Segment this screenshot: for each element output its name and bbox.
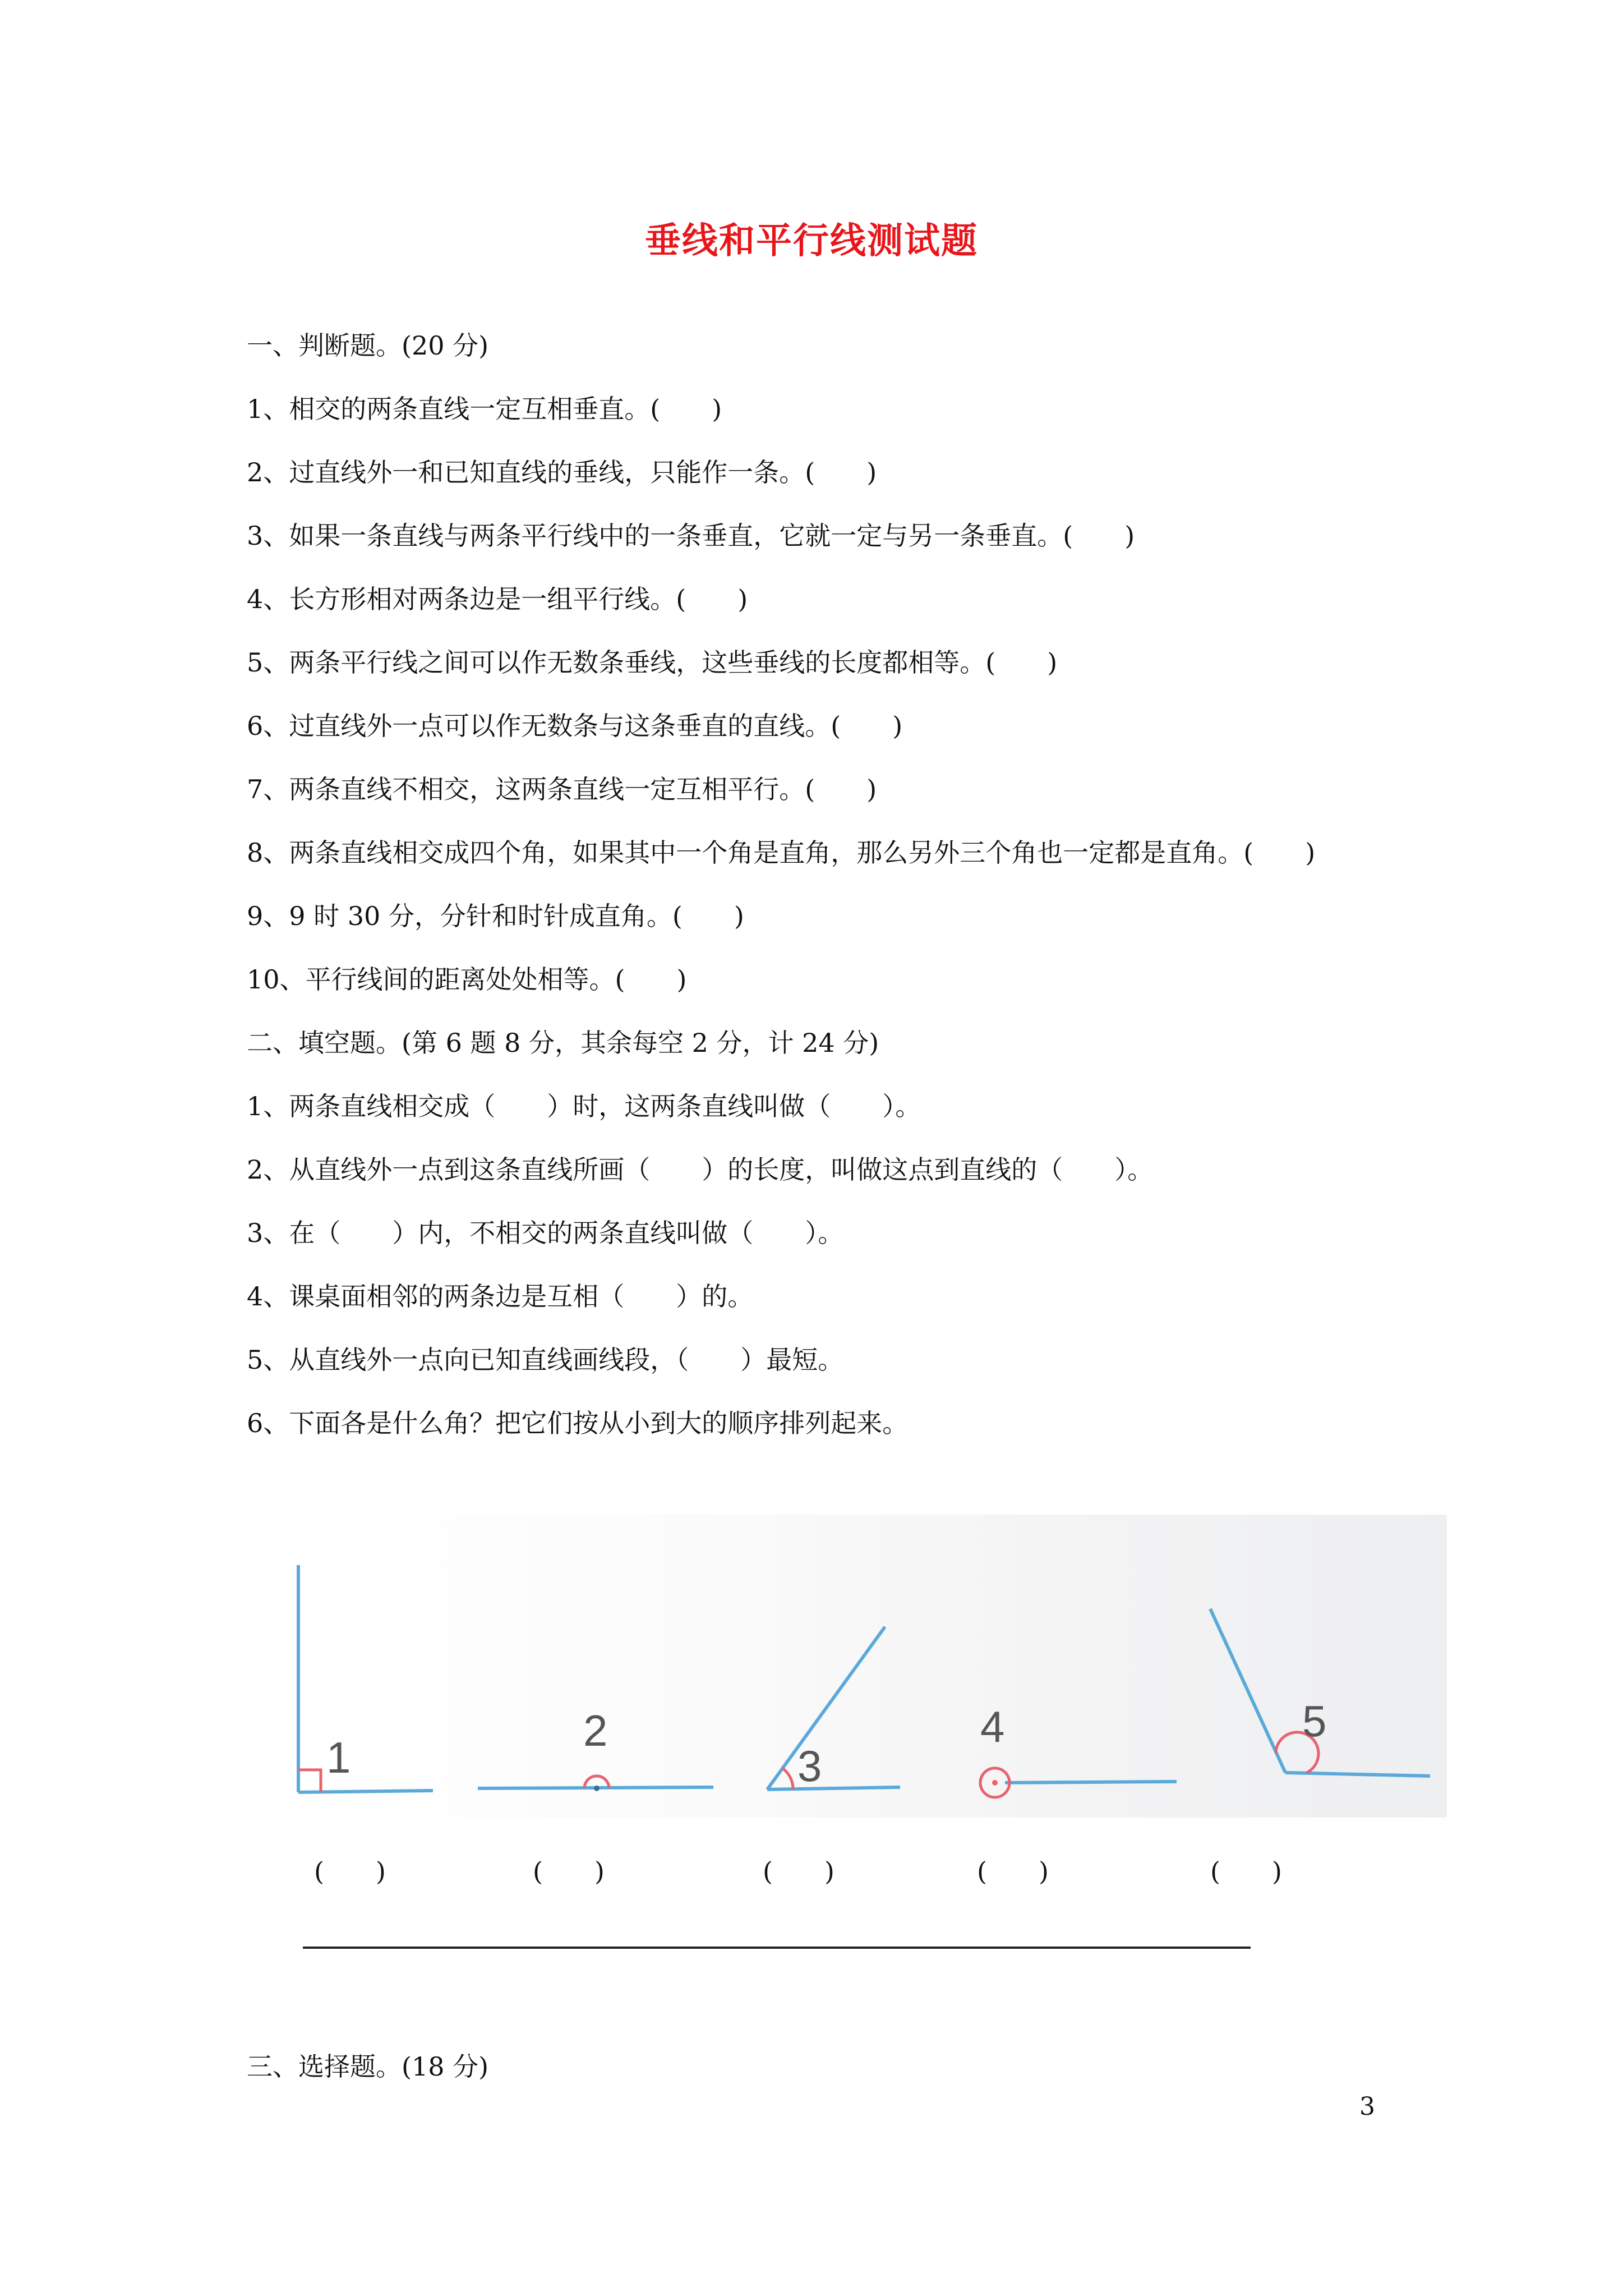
answer-slot-2: ( ) [533,1856,605,1887]
fill-item-6: 6、下面各是什么角？把它们按从小到大的顺序排列起来。 [247,1408,909,1438]
fill-item-3: 3、在（ ）内，不相交的两条直线叫做（ ）。 [247,1218,844,1248]
angle-4-full [980,1702,1177,1797]
answer-slot-5: ( ) [1210,1856,1282,1887]
angle-2-straight [478,1706,713,1791]
answer-slot-1: ( ) [314,1856,386,1887]
fill-item-4: 4、课桌面相邻的两条边是互相（ ）的。 [247,1281,754,1312]
answer-slot-3: ( ) [763,1856,834,1887]
angle-label-2: 2 [583,1706,608,1755]
judgment-item-6: 6、过直线外一点可以作无数条与这条垂直的直线。( ) [247,711,903,741]
judgment-item-7: 7、两条直线不相交，这两条直线一定互相平行。( ) [247,774,877,804]
judgment-item-8: 8、两条直线相交成四个角，如果其中一个角是直角，那么另外三个角也一定都是直角。( ) [247,838,1316,868]
judgment-item-5: 5、两条平行线之间可以作无数条垂线，这些垂线的长度都相等。( ) [247,647,1058,678]
fill-item-2: 2、从直线外一点到这条直线所画（ ）的长度，叫做这点到直线的（ ）。 [247,1154,1154,1185]
page-number: 3 [1359,2092,1375,2121]
angle-label-5: 5 [1302,1696,1327,1746]
angle-label-1: 1 [326,1733,351,1782]
judgment-item-4: 4、长方形相对两条边是一组平行线。( ) [247,584,748,614]
angle-5-obtuse [1210,1609,1430,1776]
angles-figure [286,1515,1447,1818]
fill-item-1: 1、两条直线相交成（ ）时，这两条直线叫做（ ）。 [247,1091,921,1121]
angle-label-4: 4 [980,1702,1005,1751]
judgment-item-3: 3、如果一条直线与两条平行线中的一条垂直，它就一定与另一条垂直。( ) [247,521,1135,551]
judgment-item-2: 2、过直线外一和已知直线的垂线，只能作一条。( ) [247,457,877,487]
angle-1-right [298,1565,433,1792]
fill-item-5: 5、从直线外一点向已知直线画线段，（ ）最短。 [247,1345,844,1375]
angle-3-acute [767,1627,900,1791]
section-2-heading: 二、填空题。(第 6 题 8 分，其余每空 2 分，计 24 分) [247,1028,879,1058]
judgment-item-1: 1、相交的两条直线一定互相垂直。( ) [247,394,722,424]
acute-angle-arc [782,1768,793,1789]
judgment-item-9: 9、9 时 30 分，分针和时针成直角。( ) [247,901,744,931]
answer-slot-4: ( ) [977,1856,1049,1887]
angles-diagram [286,1515,1447,1818]
section-1-heading: 一、判断题。(20 分) [247,330,489,361]
right-angle-mark [298,1770,321,1792]
answer-line [303,1947,1251,1949]
section-3-heading: 三、选择题。(18 分) [247,2051,489,2082]
judgment-item-10: 10、平行线间的距离处处相等。( ) [247,964,687,995]
page-title: 垂线和平行线测试题 [645,220,978,262]
angle-label-3: 3 [797,1741,822,1791]
